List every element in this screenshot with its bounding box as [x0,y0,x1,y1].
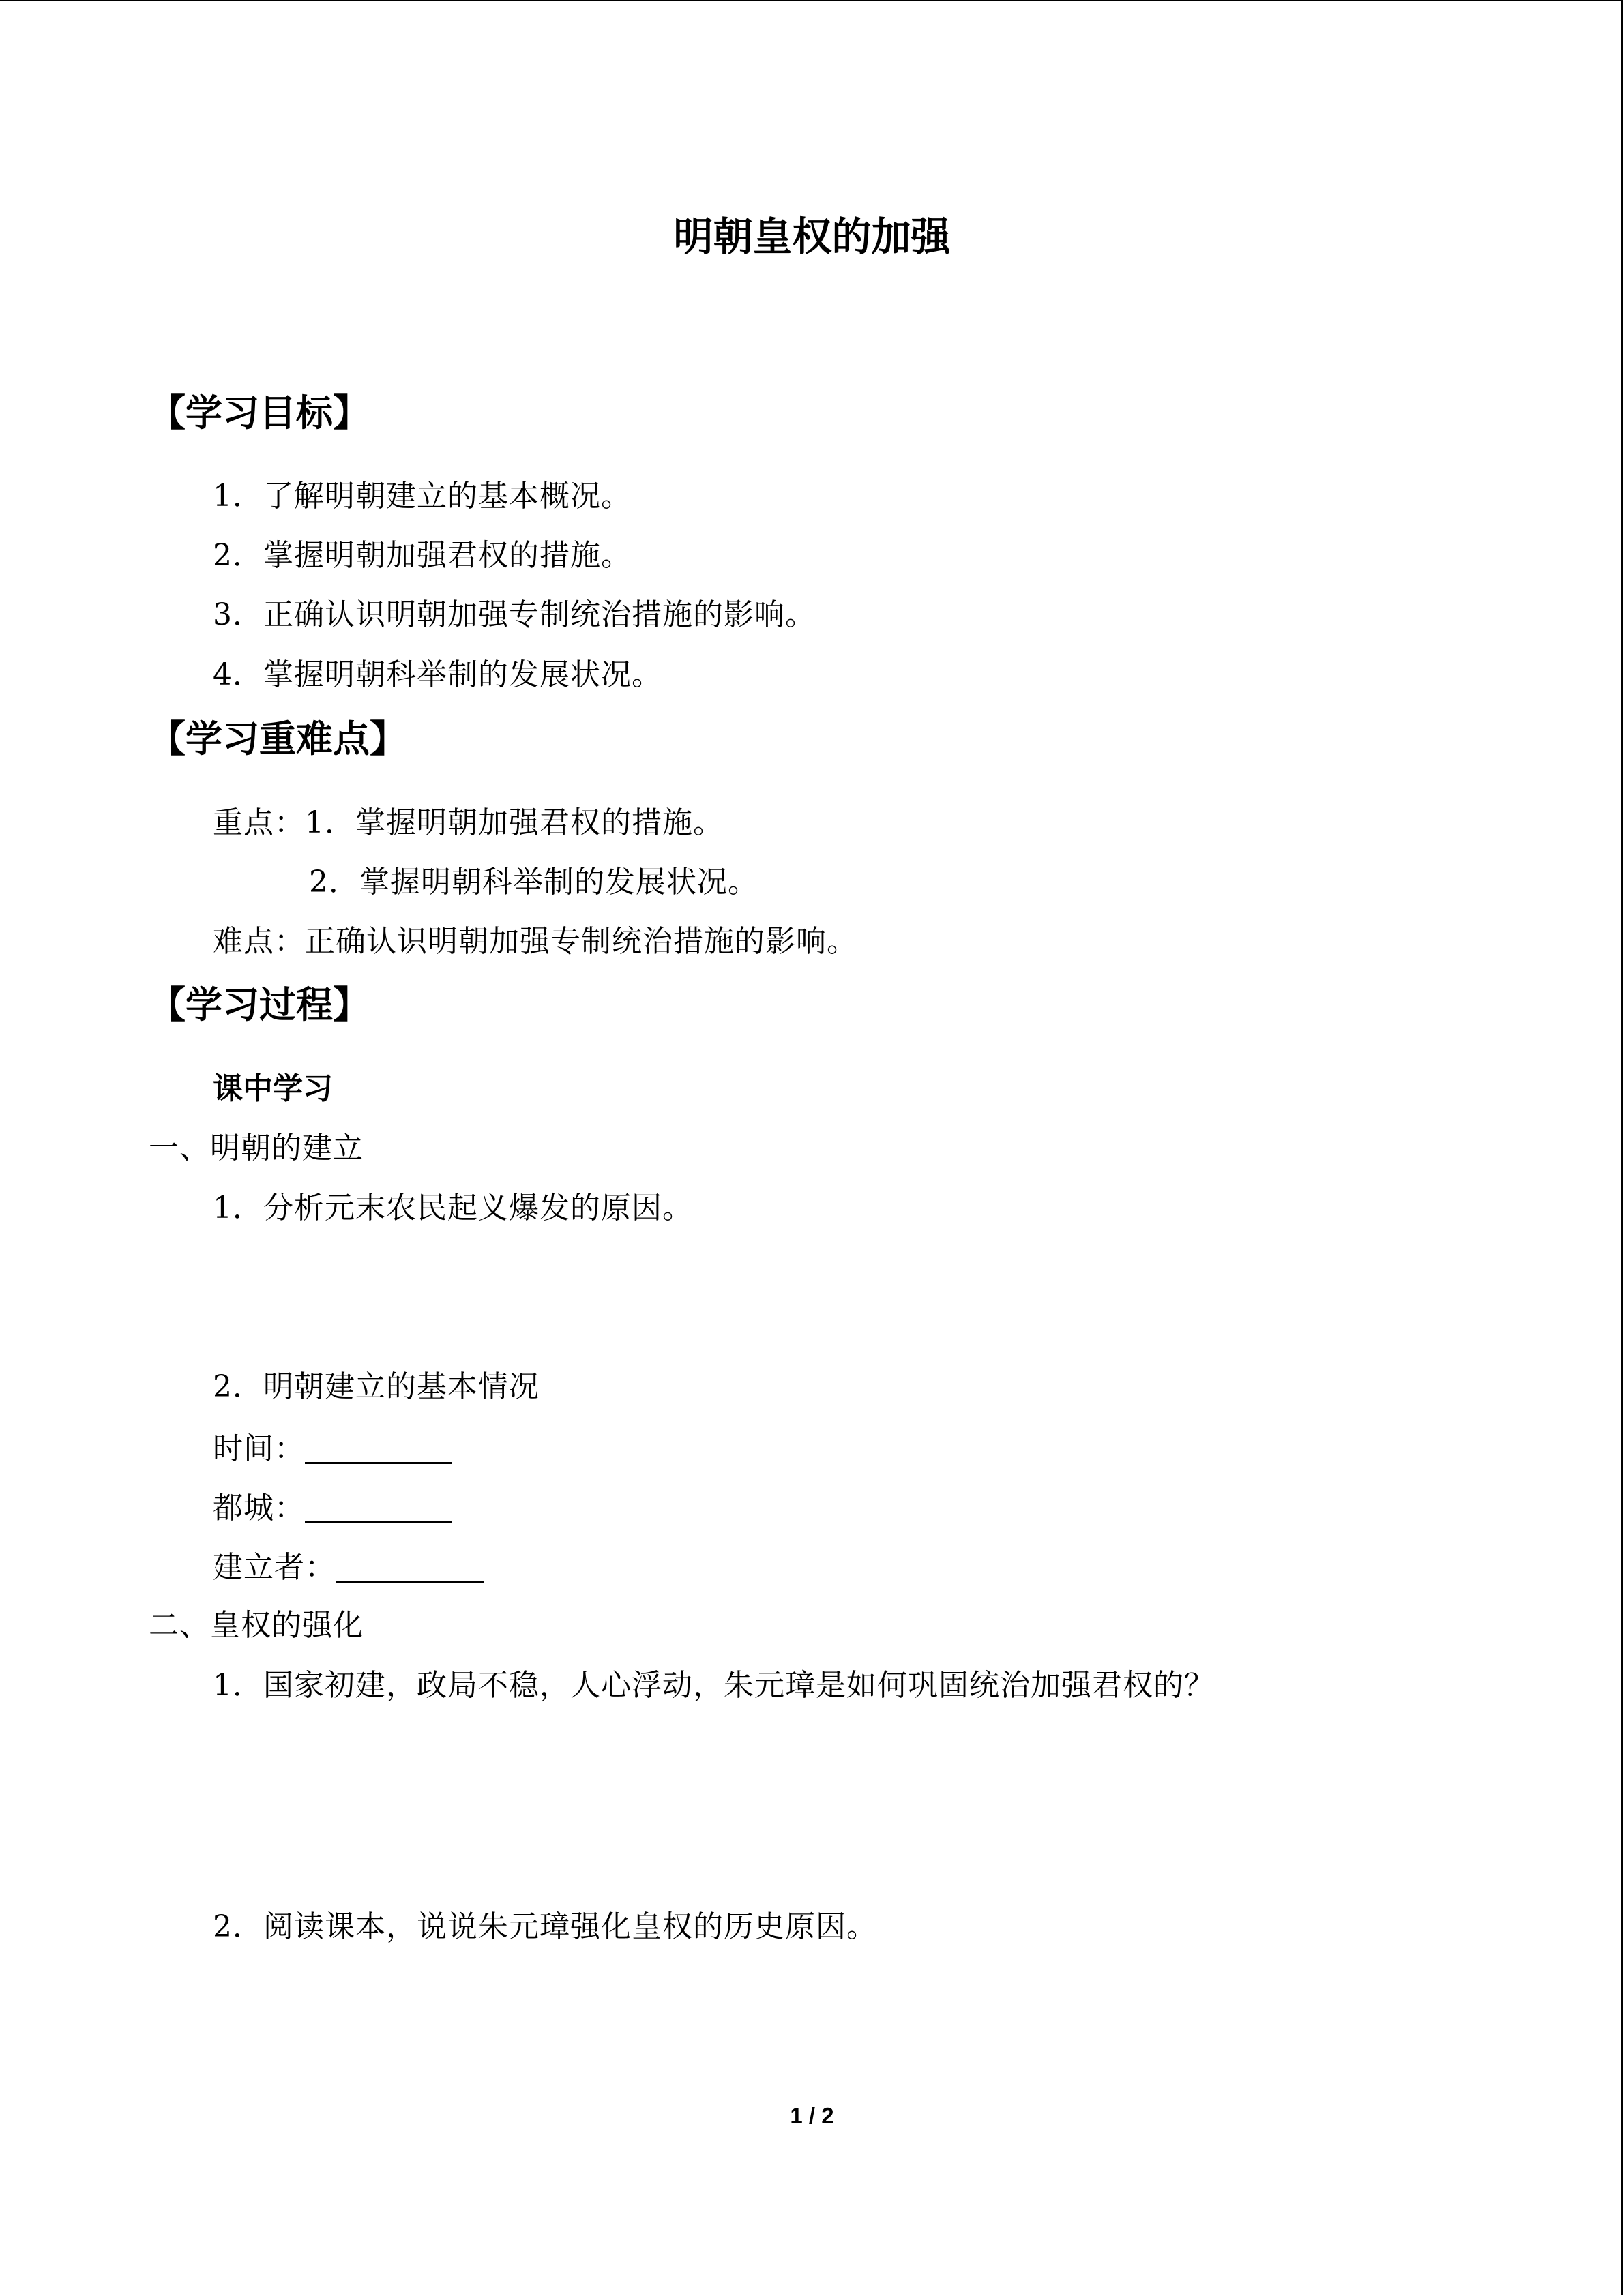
part2-question-2: 2．阅读课本，说说朱元璋强化皇权的历史原因。 [213,1909,877,1944]
objective-item-1: 1．了解明朝建立的基本概况。 [213,479,632,513]
process-heading: 【学习过程】 [149,983,370,1026]
key-point-2: 2．掌握明朝科举制的发展状况。 [309,865,758,899]
process-subheading: 课中学习 [213,1071,333,1106]
part2-title: 二、皇权的强化 [149,1608,364,1643]
difficulty-point: 难点：正确认识明朝加强专制统治措施的影响。 [213,924,857,959]
founder-blank[interactable] [336,1551,484,1583]
part2-question-1: 1．国家初建，政局不稳，人心浮动，朱元璋是如何巩固统治加强君权的？ [213,1668,1215,1703]
part1-question-2: 2．明朝建立的基本情况 [213,1369,540,1404]
time-blank[interactable] [305,1432,452,1464]
objectives-heading: 【学习目标】 [149,391,370,434]
capital-row [213,1491,452,1523]
key-points-heading: 【学习重难点】 [149,717,407,760]
capital-label: 都城： [213,1491,305,1525]
objective-item-2: 2．掌握明朝加强君权的措施。 [213,538,632,573]
time-label: 时间： [213,1431,305,1466]
founder-label: 建立者： [213,1550,336,1585]
key-point-1: 重点：1．掌握明朝加强君权的措施。 [213,805,724,840]
part1-question-1: 1．分析元末农民起义爆发的原因。 [213,1191,693,1225]
objective-item-4: 4．掌握明朝科举制的发展状况。 [213,657,662,692]
founder-row [213,1551,484,1583]
part1-title: 一、明朝的建立 [149,1131,364,1165]
capital-blank[interactable] [305,1491,452,1523]
objective-item-3: 3．正确认识明朝加强专制统治措施的影响。 [213,597,816,632]
time-row [213,1432,452,1464]
page-number: 1 / 2 [790,2103,834,2128]
document-title: 明朝皇权的加强 [673,213,951,260]
